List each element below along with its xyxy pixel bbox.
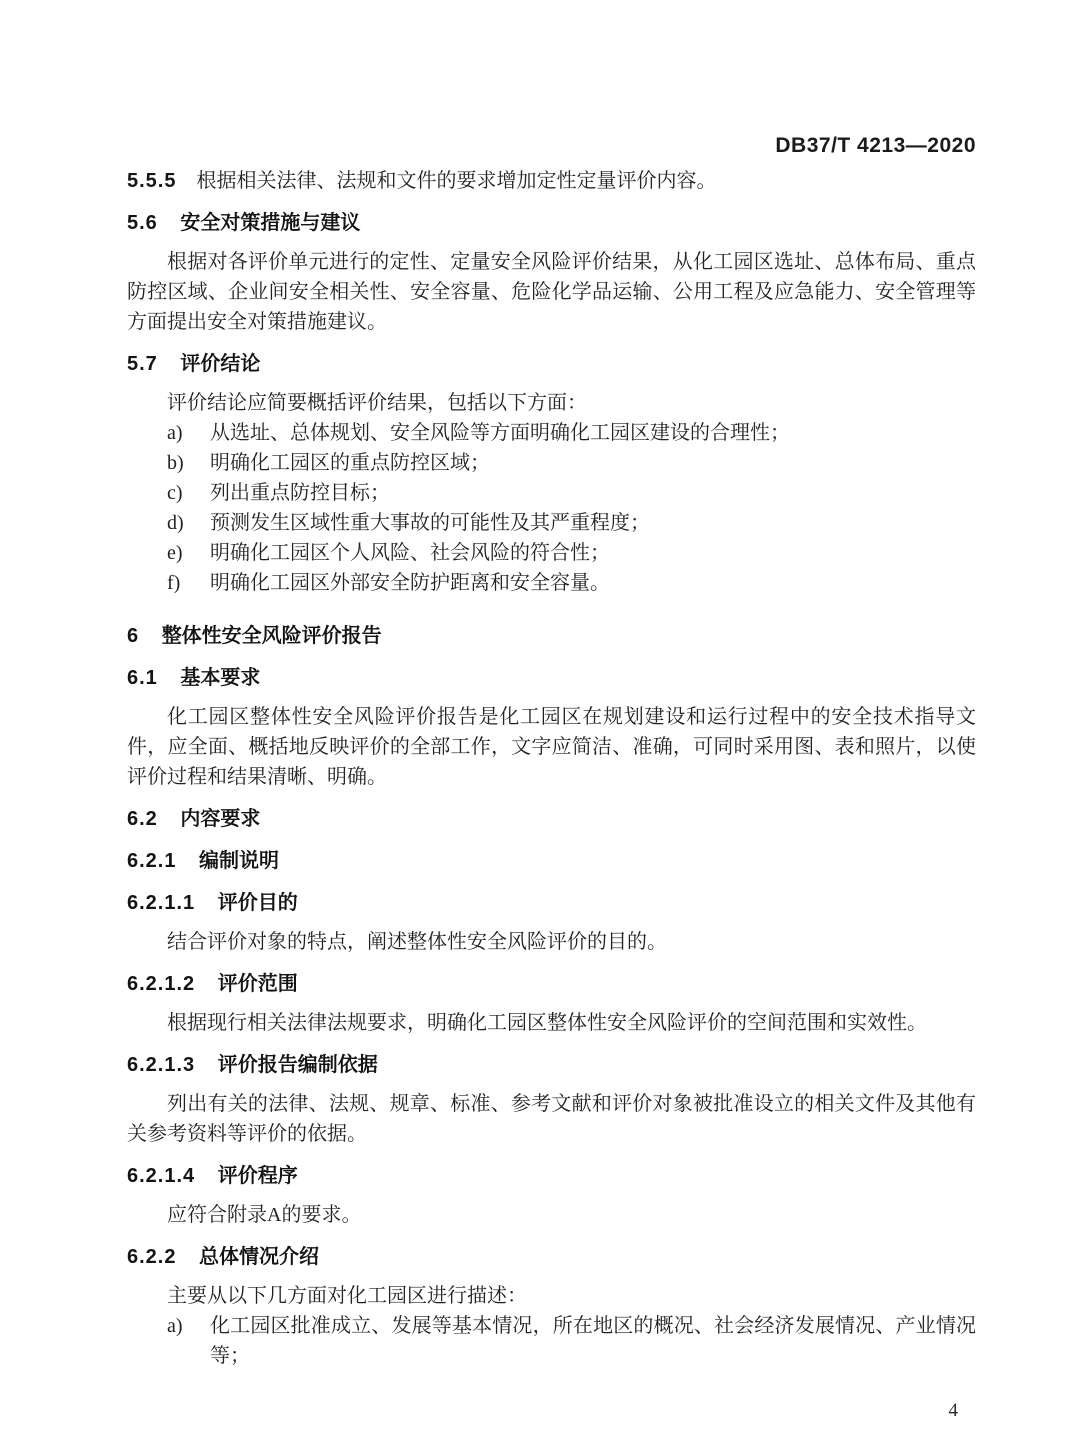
clause-5-5-5 — [127, 166, 976, 196]
heading-title: 评价范围 — [217, 973, 298, 995]
heading-number: 6.2 — [127, 808, 158, 830]
list-item-label: d) — [167, 512, 184, 534]
heading-number: 5.6 — [127, 212, 158, 234]
para-6-2-1-3: 列出有关的法律、法规、规章、标准、参考文献和评价对象被批准设立的相关文件及其他有关参考资料等评价的依据。 — [127, 1093, 976, 1145]
heading-6-2-1-4 — [127, 1161, 976, 1191]
heading-number: 6.2.1.1 — [127, 892, 196, 914]
list-item-text: 从选址、总体规划、安全风险等方面明确化工园区建设的合理性； — [210, 422, 790, 444]
list-item-text: 预测发生区域性重大事故的可能性及其严重程度； — [210, 512, 650, 534]
list-item-text: 列出重点防控目标； — [210, 482, 390, 504]
heading-number: 5.7 — [127, 353, 158, 375]
heading-number: 6.2.1 — [127, 850, 177, 872]
document-body — [127, 166, 976, 1371]
heading-title: 评价报告编制依据 — [217, 1054, 378, 1076]
heading-5-7 — [127, 349, 976, 379]
heading-6-2-1-1 — [127, 888, 976, 918]
para-6-2-1-2: 根据现行相关法律法规要求，明确化工园区整体性安全风险评价的空间范围和实效性。 — [167, 1012, 927, 1034]
list-item-label: b) — [167, 452, 184, 474]
heading-6-2-1-3 — [127, 1050, 976, 1080]
para-6-2-1-4: 应符合附录A的要求。 — [167, 1204, 362, 1226]
heading-title: 安全对策措施与建议 — [180, 212, 361, 234]
heading-title: 基本要求 — [180, 667, 261, 689]
para-6-1: 化工园区整体性安全风险评价报告是化工园区在规划建设和运行过程中的安全技术指导文件，应全面、概括地反映评价的全部工作，文字应简洁、准确，可同时采用图、表和照片，以使评价过程和结果清晰、明确。 — [127, 706, 976, 788]
list-item — [167, 568, 976, 598]
heading-number: 6.2.1.3 — [127, 1054, 196, 1076]
list-6-2-2 — [167, 1311, 976, 1371]
list-item-text: 化工园区批准成立、发展等基本情况，所在地区的概况、社会经济发展情况、产业情况等； — [210, 1315, 976, 1367]
list-item-label: c) — [167, 482, 183, 504]
list-item — [167, 508, 976, 538]
heading-6-1 — [127, 663, 976, 693]
list-item-label: e) — [167, 542, 183, 564]
list-item — [167, 478, 976, 508]
heading-title: 评价目的 — [217, 892, 298, 914]
heading-6-2-2 — [127, 1242, 976, 1272]
list-item-text: 明确化工园区的重点防控区域； — [210, 452, 490, 474]
heading-6-2 — [127, 804, 976, 834]
heading-number: 6.2.1.4 — [127, 1165, 196, 1187]
list-item-text: 明确化工园区个人风险、社会风险的符合性； — [210, 542, 610, 564]
list-item-label: a) — [167, 422, 183, 444]
heading-5-6 — [127, 208, 976, 238]
heading-number: 6.2.2 — [127, 1246, 177, 1268]
list-5-7 — [167, 418, 976, 598]
para-6-2-1-1: 结合评价对象的特点，阐述整体性安全风险评价的目的。 — [167, 931, 667, 953]
list-item — [167, 1311, 976, 1371]
para-5-6: 根据对各评价单元进行的定性、定量安全风险评价结果，从化工园区选址、总体布局、重点防控区域、企业间安全相关性、安全容量、危险化学品运输、公用工程及应急能力、安全管理等方面提出安全对策措施建议。 — [127, 251, 976, 333]
heading-6-2-1-2 — [127, 969, 976, 999]
heading-title: 编制说明 — [199, 850, 280, 872]
heading-title: 评价结论 — [180, 353, 261, 375]
para-5-7-intro: 评价结论应简要概括评价结果，包括以下方面： — [167, 392, 587, 414]
heading-6-2-1 — [127, 846, 976, 876]
heading-title: 内容要求 — [180, 808, 261, 830]
heading-number: 6.1 — [127, 667, 158, 689]
list-item-label: a) — [167, 1315, 183, 1337]
list-item — [167, 538, 976, 568]
heading-number: 6.2.1.2 — [127, 973, 196, 995]
list-item-label: f) — [167, 572, 181, 594]
page-number: 4 — [948, 1400, 958, 1421]
para-6-2-2-intro: 主要从以下几方面对化工园区进行描述： — [167, 1285, 527, 1307]
list-item — [167, 448, 976, 478]
heading-title: 总体情况介绍 — [199, 1246, 320, 1268]
list-item — [167, 418, 976, 448]
heading-number: 6 — [127, 625, 140, 647]
heading-title: 整体性安全风险评价报告 — [161, 625, 382, 647]
clause-number: 5.5.5 — [127, 170, 177, 192]
heading-title: 评价程序 — [217, 1165, 298, 1187]
heading-6 — [127, 621, 976, 651]
list-item-text: 明确化工园区外部安全防护距离和安全容量。 — [210, 572, 610, 594]
clause-text: 根据相关法律、法规和文件的要求增加定性定量评价内容。 — [196, 170, 717, 192]
doc-code-header: DB37/T 4213—2020 — [775, 134, 976, 157]
